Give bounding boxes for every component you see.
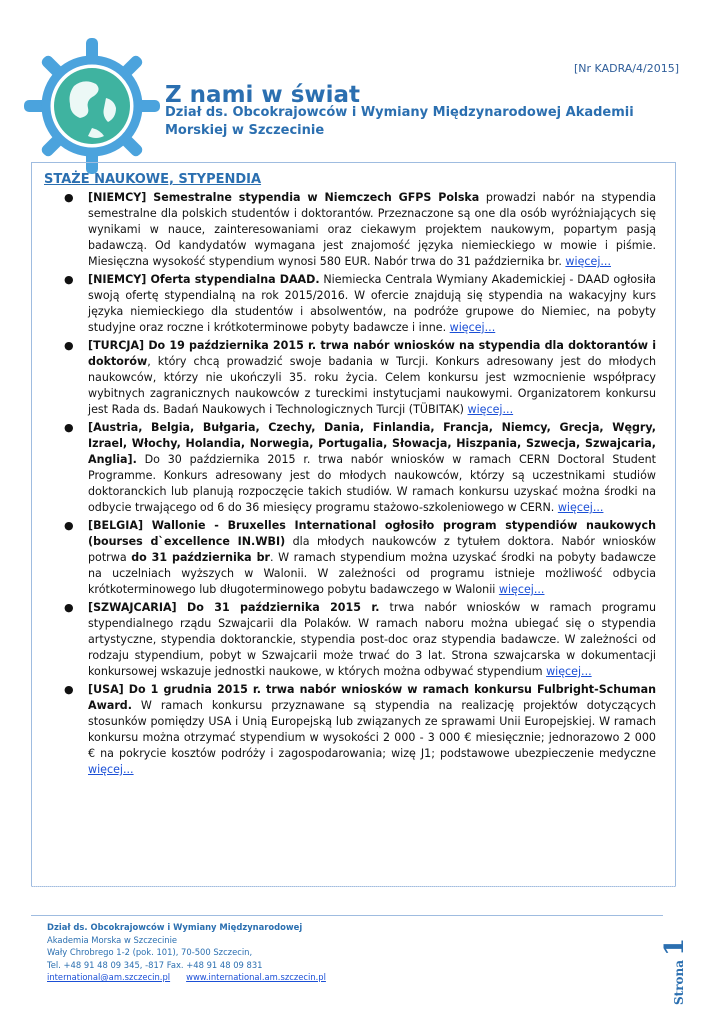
- bullet-icon: ●: [64, 421, 74, 434]
- document-reference: [Nr KADRA/4/2015]: [574, 62, 679, 75]
- footer-line-2: Wały Chrobrego 1-2 (pok. 101), 70-500 Szczecin,: [47, 947, 253, 957]
- footer-org: Dział ds. Obcokrajowców i Wymiany Międzynarodowej: [47, 922, 303, 932]
- more-link[interactable]: więcej...: [467, 403, 514, 416]
- email-link[interactable]: international@am.szczecin.pl: [47, 972, 171, 982]
- content-box-divider: [31, 886, 676, 887]
- bullet-icon: ●: [64, 519, 74, 532]
- section-heading: STAŻE NAUKOWE, STYPENDIA: [44, 172, 262, 187]
- page-number: [660, 938, 690, 1005]
- page-label: Strona: [672, 959, 686, 1005]
- bullet-icon: ●: [64, 339, 74, 352]
- page-title: Z nami w świat: [165, 82, 361, 108]
- bullet-icon: ●: [64, 601, 74, 614]
- bullet-icon: ●: [64, 273, 74, 286]
- bullet-icon: ●: [64, 683, 74, 696]
- footer-line-1: Akademia Morska w Szczecinie: [47, 934, 178, 945]
- ships-wheel-logo: [22, 36, 162, 176]
- page-number-value: 1: [660, 937, 690, 956]
- footer: [47, 921, 326, 984]
- more-link[interactable]: więcej...: [565, 255, 611, 268]
- more-link[interactable]: więcej...: [498, 583, 545, 596]
- list-item: ● [TURCJA] Do 19 października 2015 r. trwa nabór wniosków na stypendia dla doktorantów i doktorów, który chcą prowadzić swoje badania w Turcji. Konkurs adresowany jest do młodych naukowców, którzy nie ukończyli 35. roku życia. Celem konkursu jest wzmocnienie współpracy wybitnych zagranicznych naukowców z tureckimi instytucjami naukowymi. Organizatorem konkursu jest Rada ds. Badań Naukowych i Technologicznych Turcji (TÜBITAK) więcej...: [64, 339, 656, 416]
- list-item: ● [SZWAJCARIA] Do 31 października 2015 r. trwa nabór wniosków w ramach programu stypendialnego rządu Szwajcarii dla Polaków. W ramach naboru można ubiegać się o stypendia artystyczne, stypendia doktoranckie, stypendia post-doc oraz stypendia badawcze. W zależności od rodzaju stypendium, pobyt w Szwajcarii może trwać do 3 lat. Strona szwajcarska w dokumentacji konkursowej wskazuje jednostki naukowe, w których można odbywać stypendium więcej...: [64, 601, 657, 678]
- page-subtitle: Dział ds. Obcokrajowców i Wymiany Międzynarodowej Akademii Morskiej w Szczecinie: [165, 105, 634, 138]
- footer-line-3: Tel. +48 91 48 09 345, -817 Fax. +48 91 48 09 831: [47, 959, 263, 970]
- news-list: [62, 190, 656, 780]
- list-item: ● [USA] Do 1 grudnia 2015 r. trwa nabór wniosków w ramach konkursu Fulbright-Schuman Award. W ramach konkursu przyznawane są stypendia na realizację projektów dotyczących stosunków pomiędzy USA i Unią Europejską lub związanych ze sprawami Unii Europejskiej. W ramach konkursu można otrzymać stypendium w wysokości 2 000 - 3 000 € miesięcznie; jednorazowo 2 000 € na pokrycie kosztów podróży i zagospodarowania; wizę J1; podstawowe ubezpieczenie medyczne więcej...: [64, 683, 656, 776]
- footer-links: [47, 971, 326, 984]
- list-item: ● [NIEMCY] Semestralne stypendia w Niemczech GFPS Polska prowadzi nabór na stypendia semestralne dla polskich studentów i doktorantów. Przeznaczone są one dla osób wyróżniających się wynikami w nauce, zainteresowaniami oraz ciekawym projektem naukowym, popartym pasją badawczą. Od kandydatów wymagana jest znajomość języka niemieckiego w mowie i piśmie. Miesięczna wysokość stypendium wynosi 580 EUR. Nabór trwa do 31 października br. więcej...: [64, 191, 656, 268]
- more-link[interactable]: więcej...: [557, 501, 604, 514]
- website-link[interactable]: www.international.am.szczecin.pl: [186, 972, 326, 982]
- bullet-icon: ●: [64, 191, 74, 204]
- list-item: ● [BELGIA] Wallonie - Bruxelles International ogłosiło program stypendiów naukowych (bourses d`excellence IN.WBI) dla młodych naukowców z tytułem doktora. Nabór wniosków potrwa do 31 października br. W ramach stypendium można uzyskać środki na pobyty badawcze na uczelniach wyższych w Walonii. W zależności od programu istnieje możliwość odbycia krótkoterminowego lub długoterminowego pobytu badawczego w Walonii więcej...: [64, 519, 656, 596]
- more-link[interactable]: więcej...: [449, 321, 496, 334]
- more-link[interactable]: więcej...: [546, 665, 592, 678]
- footer-divider: [31, 915, 663, 916]
- list-item: ● [Austria, Belgia, Bułgaria, Czechy, Dania, Finlandia, Francja, Niemcy, Grecja, Węgry, Izrael, Włochy, Holandia, Norwegia, Portugalia, Słowacja, Hiszpania, Szwecja, Szwajcaria, Anglia]. Do 30 października 2015 r. trwa nabór wniosków w ramach CERN Doctoral Student Programme. Konkurs adresowany jest do młodych naukowców, którzy są uczestnikami studiów doktoranckich lub planują rozpoczęcie takich studiów. W ramach konkursu uzyskać można środki na odbycie trwającego od 6 do 36 miesięcy programu stażowo-szkoleniowego w CERN. więcej...: [64, 421, 656, 514]
- more-link[interactable]: więcej...: [88, 763, 134, 776]
- list-item: ● [NIEMCY] Oferta stypendialna DAAD. Niemiecka Centrala Wymiany Akademickiej - DAAD ogłosiła swoją ofertę stypendialną na rok 2015/2016. W ofercie znajdują się stypendia na wakacyjny kurs języka niemieckiego dla studentów i absolwentów, na podróże grupowe do Niemiec, na pobyty studyjne oraz roczne i krótkoterminowe pobyty badawcze i inne. więcej...: [64, 273, 656, 334]
